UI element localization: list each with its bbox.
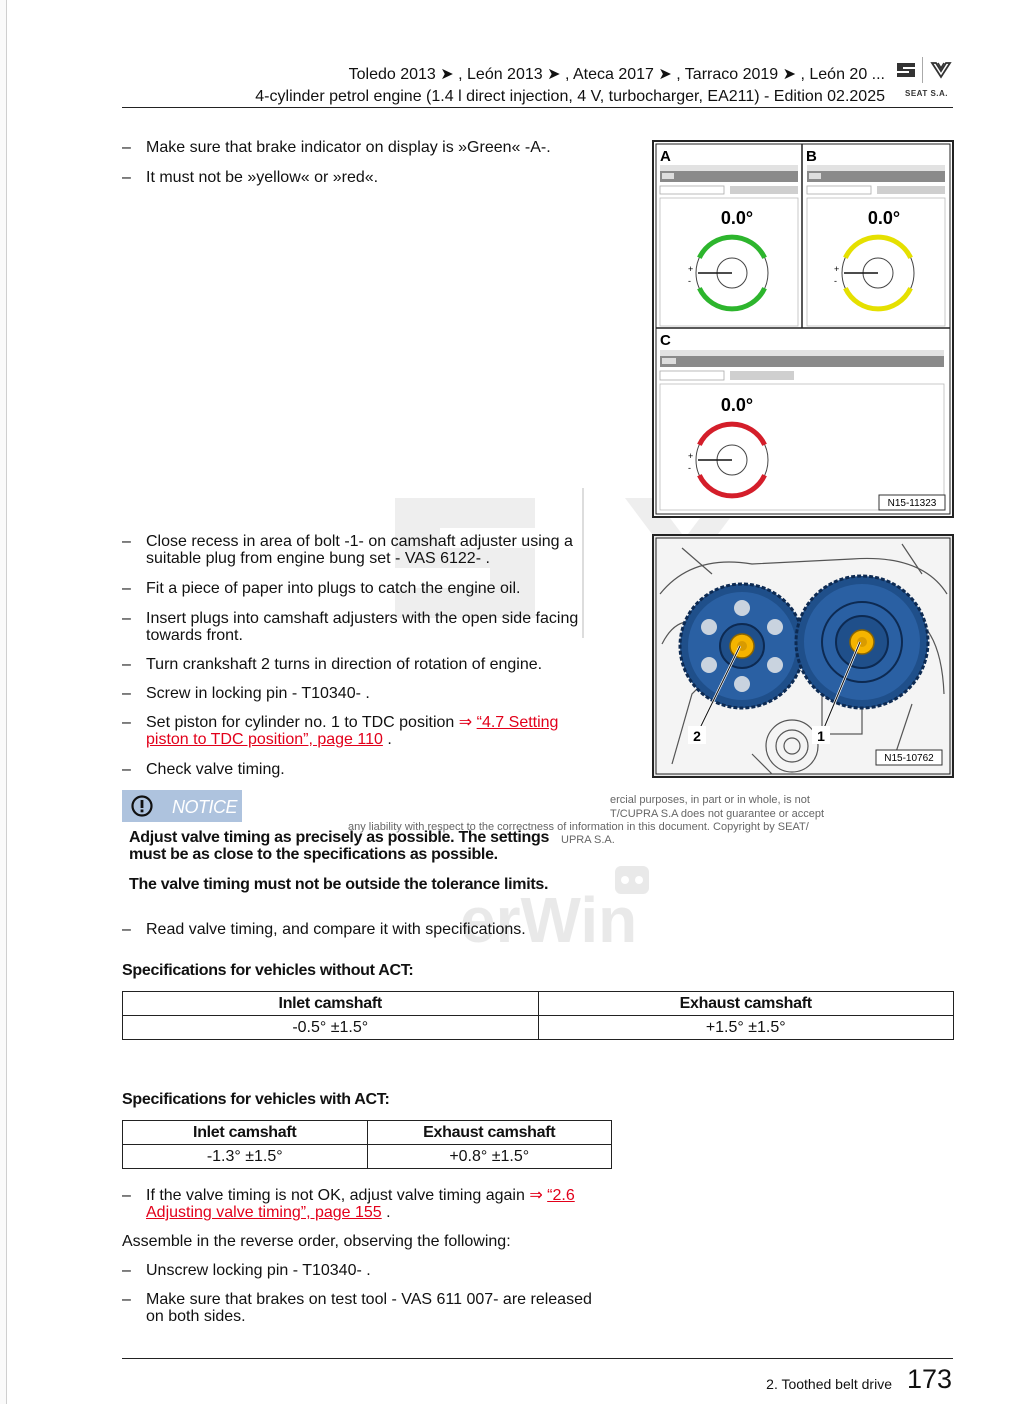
spec-title: Specifications for vehicles with ACT: [122, 1091, 390, 1108]
table-cell: +0.8° ±1.5° [367, 1145, 612, 1169]
step-item [122, 714, 602, 748]
dash: – [122, 610, 131, 627]
tdc-link[interactable]: “4.7 Setting piston to TDC position”, page 110 [146, 714, 559, 748]
dash: – [122, 1262, 131, 1279]
step-item [122, 656, 622, 673]
adjust-timing-link[interactable]: “2.6 Adjusting valve timing”, page 155 [146, 1187, 575, 1221]
dash: – [122, 714, 131, 731]
logo-divider [922, 57, 923, 83]
step-item [122, 610, 602, 644]
callout-2: 2 [693, 728, 701, 744]
table-header: Inlet camshaft [123, 1121, 368, 1145]
link-arrow-icon[interactable]: ⇒ [529, 1187, 543, 1204]
step-item [122, 761, 622, 778]
dash: – [122, 580, 131, 597]
page-edge [0, 0, 7, 1404]
figure-code: N15-11323 [887, 498, 937, 509]
copyright-fragment: ercial purposes, in part or in whole, is not [610, 794, 810, 806]
step-suffix: . [386, 1204, 391, 1221]
link-arrow-icon[interactable]: ⇒ [458, 714, 473, 731]
seat-logo-icon [895, 60, 917, 80]
step-text: Insert plugs into camshaft adjusters with the open side facing towards front. [146, 610, 579, 644]
step-item [122, 533, 612, 567]
assemble-intro: Assemble in the reverse order, observing the following: [122, 1233, 511, 1250]
table-row [123, 1121, 612, 1145]
step-text: Turn crankshaft 2 turns in direction of rotation of engine. [146, 656, 543, 673]
step-text: Make sure that brake indicator on display is »Green« -A-. [146, 139, 551, 156]
logo-caption: SEAT S.A. [905, 89, 949, 98]
notice-text: Adjust valve timing as precisely as possible. The settings must be as close to the specifications as possible. [129, 829, 550, 863]
header-rule [122, 107, 953, 108]
copyright-fragment: any liability with respect to the correctness of information in this document. Copyright by SEAT/ [348, 821, 809, 833]
minus-sign: - [688, 463, 691, 473]
step-item [122, 580, 622, 597]
step-text: Read valve timing, and compare it with specifications. [146, 921, 526, 938]
table-row [123, 1016, 954, 1040]
step-text: Close recess in area of bolt -1- on camshaft adjuster using a suitable plug from engine bung set - VAS 6122- . [146, 533, 573, 567]
panel-b-value: 0.0° [867, 208, 901, 228]
brake-indicator-figure [652, 140, 954, 518]
table-cell: -1.3° ±1.5° [123, 1145, 368, 1169]
figure-code: N15-10762 [884, 753, 934, 764]
spec-table-no-act [122, 991, 954, 1040]
footer-rule [122, 1358, 953, 1359]
step-item [122, 685, 622, 702]
dash: – [122, 685, 131, 702]
step-text: Screw in locking pin - T10340- . [146, 685, 370, 702]
panel-a-value: 0.0° [720, 208, 754, 228]
step-text: Make sure that brakes on test tool - VAS 611 007- are released on both sides. [146, 1291, 592, 1325]
spec-title: Specifications for vehicles without ACT: [122, 962, 414, 979]
header-engine: 4-cylinder petrol engine (1.4 l direct injection, 4 V, turbocharger, EA211) - Edition 02.2025 [255, 88, 885, 105]
minus-sign: - [688, 276, 691, 286]
step-item [122, 139, 622, 156]
step-text [146, 714, 602, 748]
step-item [122, 921, 622, 938]
panel-c-value: 0.0° [720, 395, 754, 415]
dash: – [122, 533, 131, 550]
panel-label-c: C [660, 332, 671, 349]
step-text: Unscrew locking pin - T10340- . [146, 1262, 371, 1279]
cupra-logo-icon [930, 60, 952, 80]
copyright-fragment: T/CUPRA S.A does not guarantee or accept [610, 808, 825, 820]
footer-section: 2. Toothed belt drive [766, 1376, 892, 1392]
table-header: Exhaust camshaft [367, 1121, 612, 1145]
copyright-fragment: UPRA S.A. [561, 834, 615, 846]
dash: – [122, 169, 131, 186]
table-row [123, 992, 954, 1016]
camshaft-adjuster-figure [652, 534, 954, 778]
exclamation-icon [131, 795, 153, 817]
plus-sign: + [688, 451, 694, 461]
step-text [146, 1187, 592, 1221]
table-cell: +1.5° ±1.5° [538, 1016, 954, 1040]
dash: – [122, 761, 131, 778]
step-text: Fit a piece of paper into plugs to catch the engine oil. [146, 580, 521, 597]
dash: – [122, 139, 131, 156]
step-text-main: Set piston for cylinder no. 1 to TDC position [146, 714, 455, 731]
step-text: Check valve timing. [146, 761, 285, 778]
table-cell: -0.5° ±1.5° [123, 1016, 539, 1040]
notice-text: The valve timing must not be outside the tolerance limits. [129, 876, 549, 893]
table-header: Exhaust camshaft [538, 992, 954, 1016]
dash: – [122, 1187, 131, 1204]
step-item [122, 1187, 592, 1221]
inlet-camshaft-gear [680, 584, 804, 708]
notice-label: NOTICE [172, 797, 238, 817]
step-text: It must not be »yellow« or »red«. [146, 169, 379, 186]
panel-label-a: A [660, 148, 671, 165]
step-item [122, 169, 622, 186]
dash: – [122, 656, 131, 673]
dash: – [122, 921, 131, 938]
svg-text:erWin: erWin [460, 884, 638, 950]
minus-sign: - [834, 276, 837, 286]
plus-sign: + [688, 264, 694, 274]
header-models: Toledo 2013 ➤ , León 2013 ➤ , Ateca 2017 ➤ , Tarraco 2019 ➤ , León 20 ... [348, 66, 885, 83]
step-item [122, 1291, 592, 1325]
table-header: Inlet camshaft [123, 992, 539, 1016]
page-number: 173 [906, 1364, 952, 1394]
dash: – [122, 1291, 131, 1308]
spec-table-act [122, 1120, 612, 1169]
table-row [123, 1145, 612, 1169]
panel-label-b: B [806, 148, 817, 165]
step-text-main: If the valve timing is not OK, adjust valve timing again [146, 1187, 525, 1204]
step-suffix: . [387, 731, 392, 748]
step-item [122, 1262, 622, 1279]
plus-sign: + [834, 264, 840, 274]
callout-1: 1 [817, 728, 825, 744]
exhaust-camshaft-gear [796, 576, 928, 708]
